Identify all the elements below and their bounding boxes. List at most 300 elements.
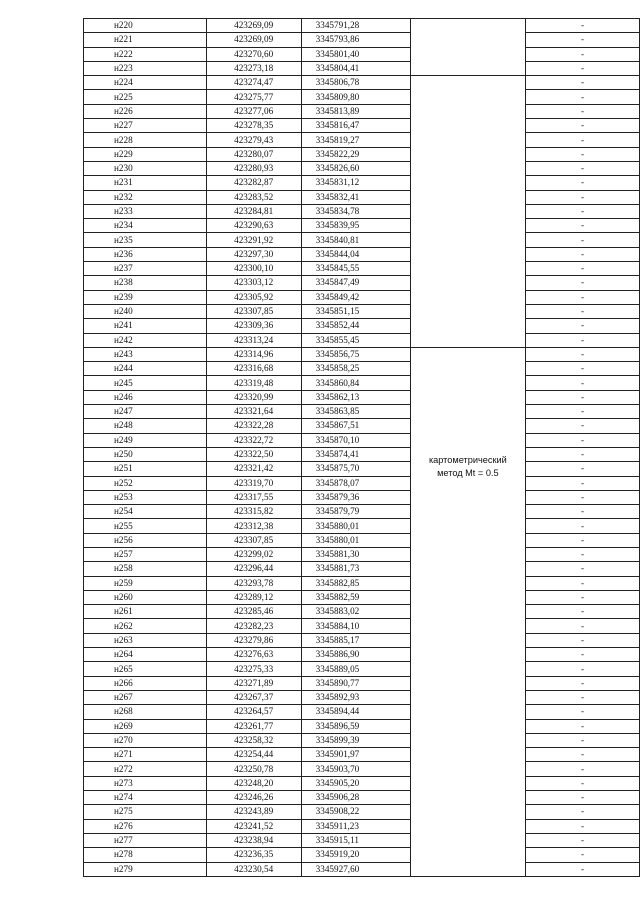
x-coordinate-cell: 423315,82	[206, 505, 301, 519]
x-coordinate-cell: 423269,09	[206, 33, 301, 47]
point-name-cell: н234	[84, 219, 207, 233]
y-coordinate-cell: 3345806,78	[301, 76, 410, 90]
x-coordinate-cell: 423321,64	[206, 405, 301, 419]
table-row	[84, 733, 640, 747]
note-cell: -	[526, 490, 640, 504]
table-row	[84, 147, 640, 161]
table-row	[84, 490, 640, 504]
y-coordinate-cell: 3345905,20	[301, 776, 410, 790]
table-row	[84, 19, 640, 33]
table-row	[84, 519, 640, 533]
table-row	[84, 390, 640, 404]
y-coordinate-cell: 3345886,90	[301, 648, 410, 662]
x-coordinate-cell: 423236,35	[206, 848, 301, 862]
y-coordinate-cell: 3345860,84	[301, 376, 410, 390]
x-coordinate-cell: 423238,94	[206, 833, 301, 847]
point-name-cell: н259	[84, 576, 207, 590]
y-coordinate-cell: 3345809,80	[301, 90, 410, 104]
table-row	[84, 276, 640, 290]
x-coordinate-cell: 423296,44	[206, 562, 301, 576]
y-coordinate-cell: 3345894,44	[301, 705, 410, 719]
point-name-cell: н265	[84, 662, 207, 676]
point-name-cell: н258	[84, 562, 207, 576]
x-coordinate-cell: 423269,09	[206, 19, 301, 33]
table-row	[84, 376, 640, 390]
y-coordinate-cell: 3345801,40	[301, 47, 410, 61]
y-coordinate-cell: 3345845,55	[301, 262, 410, 276]
point-name-cell: н257	[84, 547, 207, 561]
note-cell: -	[526, 347, 640, 361]
table-row	[84, 419, 640, 433]
x-coordinate-cell: 423276,63	[206, 648, 301, 662]
note-cell: -	[526, 290, 640, 304]
y-coordinate-cell: 3345852,44	[301, 319, 410, 333]
note-cell: -	[526, 262, 640, 276]
point-name-cell: н221	[84, 33, 207, 47]
table-row	[84, 290, 640, 304]
note-cell: -	[526, 705, 640, 719]
note-cell: -	[526, 733, 640, 747]
table-row	[84, 347, 640, 361]
x-coordinate-cell: 423312,38	[206, 519, 301, 533]
point-name-cell: н261	[84, 605, 207, 619]
x-coordinate-cell: 423261,77	[206, 719, 301, 733]
table-row	[84, 862, 640, 876]
y-coordinate-cell: 3345851,15	[301, 304, 410, 318]
point-name-cell: н262	[84, 619, 207, 633]
x-coordinate-cell: 423322,50	[206, 447, 301, 461]
point-name-cell: н249	[84, 433, 207, 447]
point-name-cell: н228	[84, 133, 207, 147]
note-cell: -	[526, 376, 640, 390]
y-coordinate-cell: 3345844,04	[301, 247, 410, 261]
note-cell: -	[526, 19, 640, 33]
point-name-cell: н272	[84, 762, 207, 776]
y-coordinate-cell: 3345867,51	[301, 419, 410, 433]
y-coordinate-cell: 3345855,45	[301, 333, 410, 347]
note-cell: -	[526, 333, 640, 347]
table-row	[84, 76, 640, 90]
y-coordinate-cell: 3345880,01	[301, 533, 410, 547]
table-row	[84, 705, 640, 719]
point-name-cell: н274	[84, 791, 207, 805]
x-coordinate-cell: 423284,81	[206, 204, 301, 218]
x-coordinate-cell: 423267,37	[206, 690, 301, 704]
point-name-cell: н220	[84, 19, 207, 33]
note-cell: -	[526, 648, 640, 662]
y-coordinate-cell: 3345899,39	[301, 733, 410, 747]
table-row	[84, 304, 640, 318]
note-cell: -	[526, 762, 640, 776]
table-row	[84, 562, 640, 576]
point-name-cell: н237	[84, 262, 207, 276]
y-coordinate-cell: 3345883,02	[301, 605, 410, 619]
note-cell: -	[526, 61, 640, 75]
table-row	[84, 447, 640, 461]
table-row	[84, 748, 640, 762]
note-cell: -	[526, 690, 640, 704]
x-coordinate-cell: 423300,10	[206, 262, 301, 276]
y-coordinate-cell: 3345822,29	[301, 147, 410, 161]
x-coordinate-cell: 423322,72	[206, 433, 301, 447]
point-name-cell: н252	[84, 476, 207, 490]
x-coordinate-cell: 423275,77	[206, 90, 301, 104]
table-row	[84, 505, 640, 519]
y-coordinate-cell: 3345856,75	[301, 347, 410, 361]
x-coordinate-cell: 423264,57	[206, 705, 301, 719]
y-coordinate-cell: 3345813,89	[301, 104, 410, 118]
point-name-cell: н233	[84, 204, 207, 218]
y-coordinate-cell: 3345906,28	[301, 791, 410, 805]
table-row	[84, 605, 640, 619]
note-cell: -	[526, 719, 640, 733]
y-coordinate-cell: 3345816,47	[301, 119, 410, 133]
x-coordinate-cell: 423246,26	[206, 791, 301, 805]
note-cell: -	[526, 576, 640, 590]
point-name-cell: н222	[84, 47, 207, 61]
coordinates-table	[83, 18, 640, 877]
method-cell	[410, 76, 525, 348]
point-name-cell: н223	[84, 61, 207, 75]
y-coordinate-cell: 3345831,12	[301, 176, 410, 190]
note-cell: -	[526, 419, 640, 433]
table-row	[84, 233, 640, 247]
table-row	[84, 262, 640, 276]
note-cell: -	[526, 619, 640, 633]
table-row	[84, 133, 640, 147]
point-name-cell: н276	[84, 819, 207, 833]
table-row	[84, 333, 640, 347]
y-coordinate-cell: 3345858,25	[301, 362, 410, 376]
note-cell: -	[526, 76, 640, 90]
point-name-cell: н244	[84, 362, 207, 376]
note-cell: -	[526, 748, 640, 762]
point-name-cell: н226	[84, 104, 207, 118]
y-coordinate-cell: 3345879,79	[301, 505, 410, 519]
method-cell	[410, 19, 525, 76]
x-coordinate-cell: 423285,46	[206, 605, 301, 619]
note-cell: -	[526, 104, 640, 118]
note-cell: -	[526, 533, 640, 547]
y-coordinate-cell: 3345791,28	[301, 19, 410, 33]
y-coordinate-cell: 3345870,10	[301, 433, 410, 447]
table-row	[84, 104, 640, 118]
y-coordinate-cell: 3345832,41	[301, 190, 410, 204]
note-cell: -	[526, 147, 640, 161]
x-coordinate-cell: 423307,85	[206, 304, 301, 318]
method-spacer	[411, 348, 525, 454]
table-row	[84, 204, 640, 218]
table-row	[84, 791, 640, 805]
x-coordinate-cell: 423277,06	[206, 104, 301, 118]
point-name-cell: н227	[84, 119, 207, 133]
y-coordinate-cell: 3345834,78	[301, 204, 410, 218]
y-coordinate-cell: 3345804,41	[301, 61, 410, 75]
table-row	[84, 662, 640, 676]
note-cell: -	[526, 233, 640, 247]
point-name-cell: н232	[84, 190, 207, 204]
table-row	[84, 819, 640, 833]
x-coordinate-cell: 423322,28	[206, 419, 301, 433]
point-name-cell: н271	[84, 748, 207, 762]
note-cell: -	[526, 33, 640, 47]
table-row	[84, 319, 640, 333]
y-coordinate-cell: 3345890,77	[301, 676, 410, 690]
table-row	[84, 190, 640, 204]
note-cell: -	[526, 161, 640, 175]
note-cell: -	[526, 519, 640, 533]
x-coordinate-cell: 423274,47	[206, 76, 301, 90]
x-coordinate-cell: 423258,32	[206, 733, 301, 747]
point-name-cell: н235	[84, 233, 207, 247]
point-name-cell: н230	[84, 161, 207, 175]
y-coordinate-cell: 3345849,42	[301, 290, 410, 304]
y-coordinate-cell: 3345862,13	[301, 390, 410, 404]
x-coordinate-cell: 423307,85	[206, 533, 301, 547]
point-name-cell: н278	[84, 848, 207, 862]
x-coordinate-cell: 423289,12	[206, 590, 301, 604]
note-cell: -	[526, 562, 640, 576]
x-coordinate-cell: 423250,78	[206, 762, 301, 776]
x-coordinate-cell: 423271,89	[206, 676, 301, 690]
note-cell: -	[526, 819, 640, 833]
note-cell: -	[526, 390, 640, 404]
x-coordinate-cell: 423299,02	[206, 547, 301, 561]
table-row	[84, 219, 640, 233]
x-coordinate-cell: 423282,23	[206, 619, 301, 633]
note-cell: -	[526, 633, 640, 647]
coordinates-table-body	[84, 19, 640, 877]
point-name-cell: н279	[84, 862, 207, 876]
x-coordinate-cell: 423319,70	[206, 476, 301, 490]
y-coordinate-cell: 3345927,60	[301, 862, 410, 876]
x-coordinate-cell: 423280,07	[206, 147, 301, 161]
table-row	[84, 533, 640, 547]
y-coordinate-cell: 3345881,73	[301, 562, 410, 576]
table-row	[84, 633, 640, 647]
note-cell: -	[526, 805, 640, 819]
x-coordinate-cell: 423319,48	[206, 376, 301, 390]
point-name-cell: н241	[84, 319, 207, 333]
y-coordinate-cell: 3345819,27	[301, 133, 410, 147]
y-coordinate-cell: 3345847,49	[301, 276, 410, 290]
x-coordinate-cell: 423305,92	[206, 290, 301, 304]
note-cell: -	[526, 190, 640, 204]
x-coordinate-cell: 423243,89	[206, 805, 301, 819]
x-coordinate-cell: 423290,63	[206, 219, 301, 233]
y-coordinate-cell: 3345863,85	[301, 405, 410, 419]
x-coordinate-cell: 423279,86	[206, 633, 301, 647]
y-coordinate-cell: 3345884,10	[301, 619, 410, 633]
table-row	[84, 405, 640, 419]
note-cell: -	[526, 276, 640, 290]
point-name-cell: н254	[84, 505, 207, 519]
point-name-cell: н246	[84, 390, 207, 404]
point-name-cell: н245	[84, 376, 207, 390]
note-cell: -	[526, 848, 640, 862]
table-row	[84, 590, 640, 604]
note-cell: -	[526, 133, 640, 147]
y-coordinate-cell: 3345919,20	[301, 848, 410, 862]
table-row	[84, 719, 640, 733]
table-row	[84, 676, 640, 690]
table-row	[84, 119, 640, 133]
table-row	[84, 776, 640, 790]
point-name-cell: н239	[84, 290, 207, 304]
y-coordinate-cell: 3345882,85	[301, 576, 410, 590]
table-row	[84, 762, 640, 776]
table-row	[84, 547, 640, 561]
y-coordinate-cell: 3345892,93	[301, 690, 410, 704]
x-coordinate-cell: 423313,24	[206, 333, 301, 347]
x-coordinate-cell: 423275,33	[206, 662, 301, 676]
point-name-cell: н260	[84, 590, 207, 604]
table-row	[84, 61, 640, 75]
note-cell: -	[526, 405, 640, 419]
note-cell: -	[526, 590, 640, 604]
table-row	[84, 33, 640, 47]
x-coordinate-cell: 423316,68	[206, 362, 301, 376]
y-coordinate-cell: 3345889,05	[301, 662, 410, 676]
table-row	[84, 247, 640, 261]
table-row	[84, 362, 640, 376]
point-name-cell: н270	[84, 733, 207, 747]
table-row	[84, 848, 640, 862]
table-row	[84, 690, 640, 704]
y-coordinate-cell: 3345903,70	[301, 762, 410, 776]
x-coordinate-cell: 423314,96	[206, 347, 301, 361]
x-coordinate-cell: 423320,99	[206, 390, 301, 404]
point-name-cell: н268	[84, 705, 207, 719]
y-coordinate-cell: 3345879,36	[301, 490, 410, 504]
y-coordinate-cell: 3345911,23	[301, 819, 410, 833]
x-coordinate-cell: 423248,20	[206, 776, 301, 790]
point-name-cell: н275	[84, 805, 207, 819]
x-coordinate-cell: 423303,12	[206, 276, 301, 290]
point-name-cell: н225	[84, 90, 207, 104]
x-coordinate-cell: 423279,43	[206, 133, 301, 147]
table-row	[84, 47, 640, 61]
table-row	[84, 176, 640, 190]
note-cell: -	[526, 447, 640, 461]
table-row	[84, 462, 640, 476]
note-cell: -	[526, 476, 640, 490]
point-name-cell: н240	[84, 304, 207, 318]
table-row	[84, 161, 640, 175]
note-cell: -	[526, 247, 640, 261]
y-coordinate-cell: 3345880,01	[301, 519, 410, 533]
table-row	[84, 433, 640, 447]
point-name-cell: н224	[84, 76, 207, 90]
x-coordinate-cell: 423293,78	[206, 576, 301, 590]
point-name-cell: н253	[84, 490, 207, 504]
y-coordinate-cell: 3345826,60	[301, 161, 410, 175]
point-name-cell: н269	[84, 719, 207, 733]
note-cell: -	[526, 433, 640, 447]
note-cell: -	[526, 605, 640, 619]
x-coordinate-cell: 423280,93	[206, 161, 301, 175]
x-coordinate-cell: 423297,30	[206, 247, 301, 261]
y-coordinate-cell: 3345874,41	[301, 447, 410, 461]
note-cell: -	[526, 319, 640, 333]
note-cell: -	[526, 119, 640, 133]
point-name-cell: н263	[84, 633, 207, 647]
table-row	[84, 576, 640, 590]
y-coordinate-cell: 3345901,97	[301, 748, 410, 762]
note-cell: -	[526, 204, 640, 218]
y-coordinate-cell: 3345839,95	[301, 219, 410, 233]
x-coordinate-cell: 423278,35	[206, 119, 301, 133]
point-name-cell: н255	[84, 519, 207, 533]
y-coordinate-cell: 3345881,30	[301, 547, 410, 561]
note-cell: -	[526, 676, 640, 690]
y-coordinate-cell: 3345840,81	[301, 233, 410, 247]
note-cell: -	[526, 505, 640, 519]
note-cell: -	[526, 219, 640, 233]
point-name-cell: н251	[84, 462, 207, 476]
table-row	[84, 619, 640, 633]
coordinates-sheet	[83, 18, 640, 877]
x-coordinate-cell: 423241,52	[206, 819, 301, 833]
point-name-cell: н273	[84, 776, 207, 790]
table-row	[84, 90, 640, 104]
method-text-line2: метод Mt = 0.5	[437, 467, 499, 478]
point-name-cell: н243	[84, 347, 207, 361]
y-coordinate-cell: 3345882,59	[301, 590, 410, 604]
x-coordinate-cell: 423321,42	[206, 462, 301, 476]
note-cell: -	[526, 90, 640, 104]
note-cell: -	[526, 304, 640, 318]
point-name-cell: н238	[84, 276, 207, 290]
table-row	[84, 805, 640, 819]
method-text-line1: картометрический	[428, 454, 507, 465]
point-name-cell: н266	[84, 676, 207, 690]
x-coordinate-cell: 423273,18	[206, 61, 301, 75]
point-name-cell: н267	[84, 690, 207, 704]
x-coordinate-cell: 423317,55	[206, 490, 301, 504]
y-coordinate-cell: 3345793,86	[301, 33, 410, 47]
note-cell: -	[526, 47, 640, 61]
note-cell: -	[526, 776, 640, 790]
y-coordinate-cell: 3345885,17	[301, 633, 410, 647]
x-coordinate-cell: 423270,60	[206, 47, 301, 61]
point-name-cell: н247	[84, 405, 207, 419]
x-coordinate-cell: 423291,92	[206, 233, 301, 247]
x-coordinate-cell: 423283,52	[206, 190, 301, 204]
table-row	[84, 648, 640, 662]
table-row	[84, 476, 640, 490]
point-name-cell: н248	[84, 419, 207, 433]
y-coordinate-cell: 3345878,07	[301, 476, 410, 490]
point-name-cell: н264	[84, 648, 207, 662]
point-name-cell: н231	[84, 176, 207, 190]
note-cell: -	[526, 862, 640, 876]
point-name-cell: н250	[84, 447, 207, 461]
note-cell: -	[526, 176, 640, 190]
y-coordinate-cell: 3345875,70	[301, 462, 410, 476]
y-coordinate-cell: 3345908,22	[301, 805, 410, 819]
x-coordinate-cell: 423254,44	[206, 748, 301, 762]
point-name-cell: н256	[84, 533, 207, 547]
point-name-cell: н229	[84, 147, 207, 161]
note-cell: -	[526, 547, 640, 561]
y-coordinate-cell: 3345915,11	[301, 833, 410, 847]
note-cell: -	[526, 791, 640, 805]
point-name-cell: н236	[84, 247, 207, 261]
point-name-cell: н242	[84, 333, 207, 347]
note-cell: -	[526, 833, 640, 847]
note-cell: -	[526, 362, 640, 376]
